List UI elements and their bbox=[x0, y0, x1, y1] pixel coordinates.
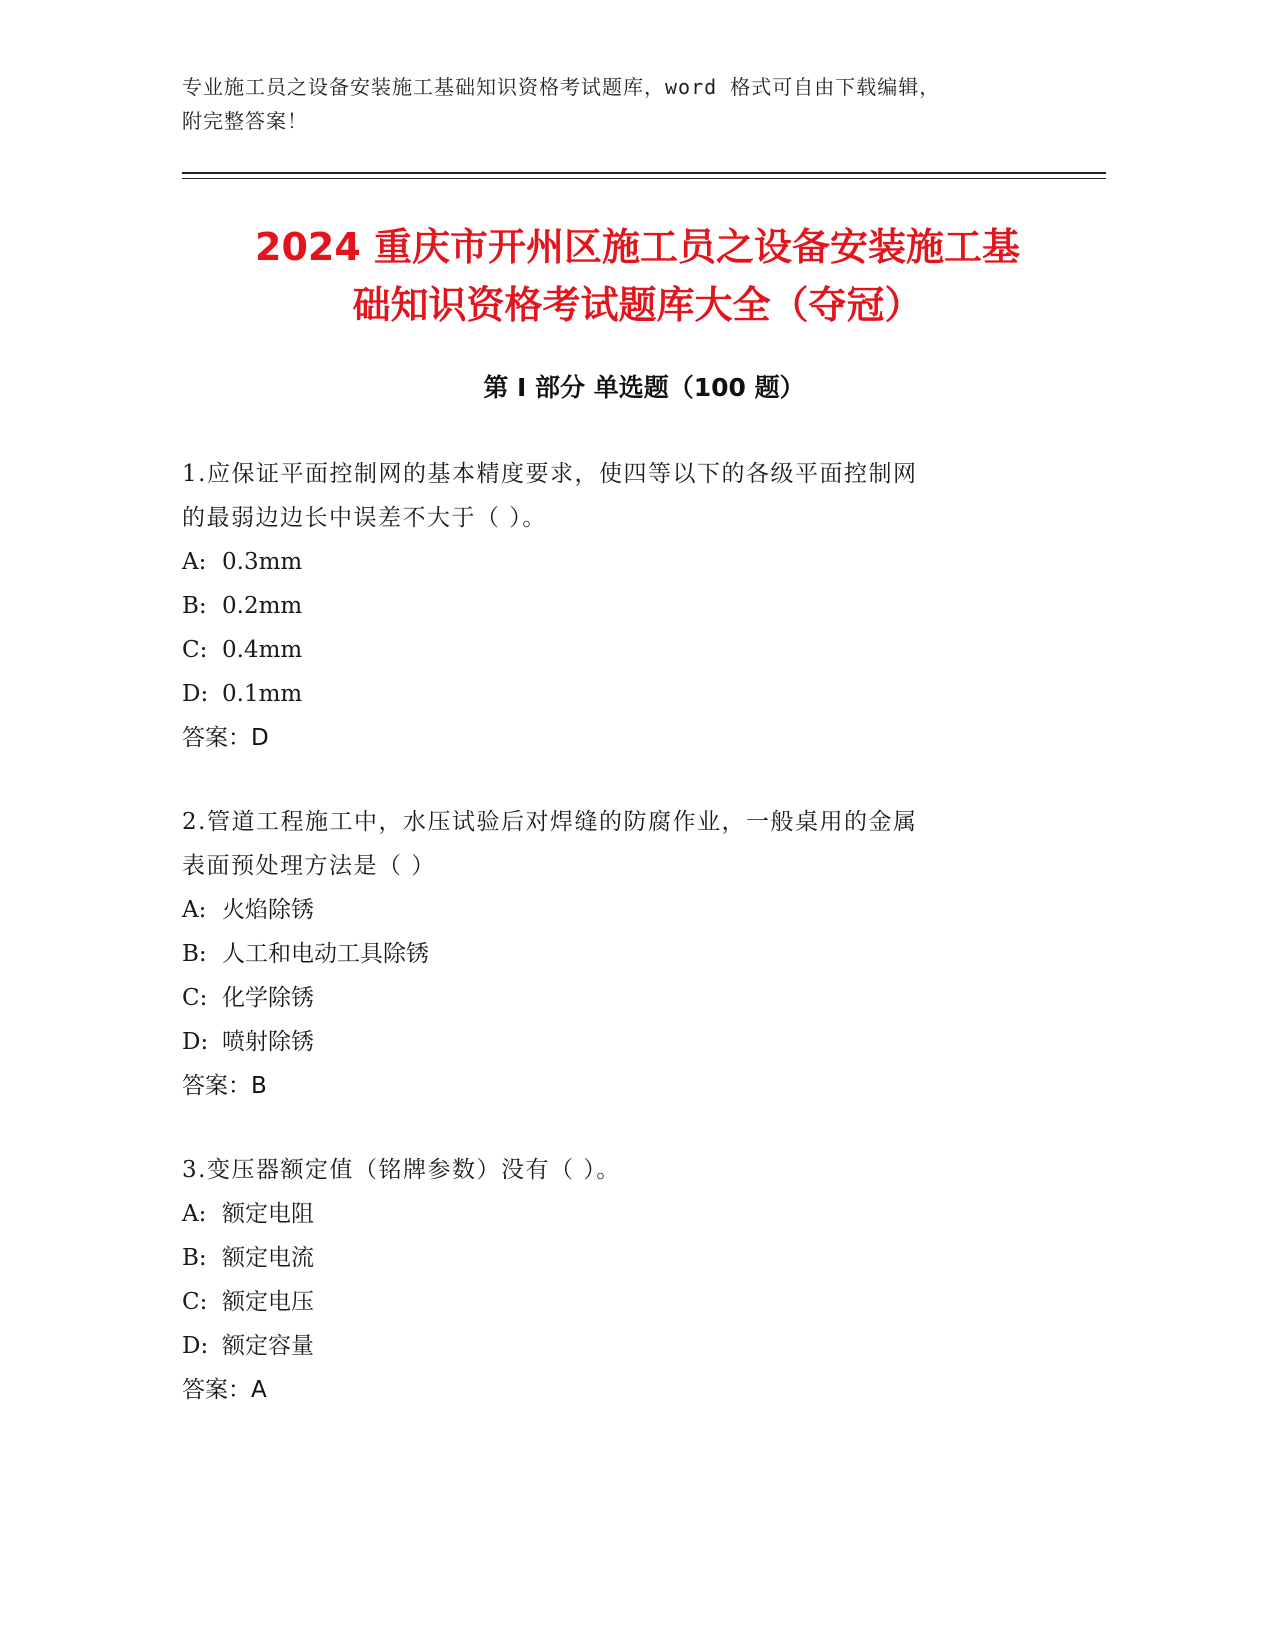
option-d bbox=[182, 672, 1022, 716]
option-a bbox=[182, 1192, 1022, 1236]
option-text: 人工和电动工具除锈 bbox=[222, 941, 429, 967]
option-text: 化学除锈 bbox=[222, 985, 314, 1011]
header-divider-thin bbox=[182, 178, 1106, 179]
option-text: 0.2mm bbox=[222, 593, 303, 619]
option-letter: B: bbox=[182, 593, 207, 619]
option-letter: A: bbox=[182, 1201, 207, 1227]
option-letter: D: bbox=[182, 681, 209, 707]
option-text: 额定容量 bbox=[222, 1333, 314, 1359]
header-line-2: 附完整答案！ bbox=[182, 109, 308, 133]
question-3 bbox=[182, 1148, 1022, 1412]
option-text: 额定电压 bbox=[222, 1289, 314, 1315]
question-stem bbox=[182, 1148, 1022, 1192]
option-c bbox=[182, 1280, 1022, 1324]
section-title: 第 I 部分 单选题（100 题） bbox=[483, 373, 805, 402]
option-letter: C: bbox=[182, 1289, 208, 1315]
option-a bbox=[182, 888, 1022, 932]
question-list bbox=[182, 452, 1022, 1452]
header-line-1: 专业施工员之设备安装施工基础知识资格考试题库，word 格式可自由下载编辑， bbox=[182, 75, 941, 99]
option-a bbox=[182, 540, 1022, 584]
option-letter: A: bbox=[182, 897, 207, 923]
option-letter: A: bbox=[182, 549, 207, 575]
option-text: 喷射除锈 bbox=[222, 1029, 314, 1055]
question-stem bbox=[182, 800, 1022, 888]
question-stem-line-1: 3.变压器额定值（铭牌参数）没有（ ）。 bbox=[182, 1157, 621, 1183]
option-letter: D: bbox=[182, 1333, 209, 1359]
title-line-2: 础知识资格考试题库大全（夺冠） bbox=[352, 283, 923, 327]
option-text: 0.1mm bbox=[222, 681, 303, 707]
option-text: 0.4mm bbox=[222, 637, 303, 663]
option-c bbox=[182, 976, 1022, 1020]
question-stem bbox=[182, 452, 1022, 540]
option-letter: B: bbox=[182, 1245, 207, 1271]
document-title bbox=[150, 218, 1125, 334]
question-stem-line-1: 2.管道工程施工中，水压试验后对焊缝的防腐作业，一般桌用的金属 bbox=[182, 809, 918, 835]
option-letter: B: bbox=[182, 941, 207, 967]
option-text: 额定电流 bbox=[222, 1245, 314, 1271]
option-text: 额定电阻 bbox=[222, 1201, 314, 1227]
option-letter: D: bbox=[182, 1029, 209, 1055]
option-d bbox=[182, 1324, 1022, 1368]
option-b bbox=[182, 1236, 1022, 1280]
option-text: 0.3mm bbox=[222, 549, 303, 575]
option-b bbox=[182, 584, 1022, 628]
answer-label: 答案：D bbox=[182, 725, 269, 751]
option-letter: C: bbox=[182, 985, 208, 1011]
option-letter: C: bbox=[182, 637, 208, 663]
title-line-1: 2024 重庆市开州区施工员之设备安装施工基 bbox=[255, 225, 1020, 269]
question-stem-line-1: 1.应保证平面控制网的基本精度要求，使四等以下的各级平面控制网 bbox=[182, 461, 918, 487]
page-header bbox=[182, 70, 1042, 138]
option-text: 火焰除锈 bbox=[222, 897, 314, 923]
question-stem-line-2: 表面预处理方法是（ ） bbox=[182, 853, 436, 879]
question-stem-line-2: 的最弱边边长中误差不大于（ ）。 bbox=[182, 505, 547, 531]
option-d bbox=[182, 1020, 1022, 1064]
question-1 bbox=[182, 452, 1022, 760]
answer-label: 答案：A bbox=[182, 1377, 267, 1403]
option-c bbox=[182, 628, 1022, 672]
question-2 bbox=[182, 800, 1022, 1108]
answer-label: 答案：B bbox=[182, 1073, 267, 1099]
header-divider-thick bbox=[182, 172, 1106, 174]
option-b bbox=[182, 932, 1022, 976]
